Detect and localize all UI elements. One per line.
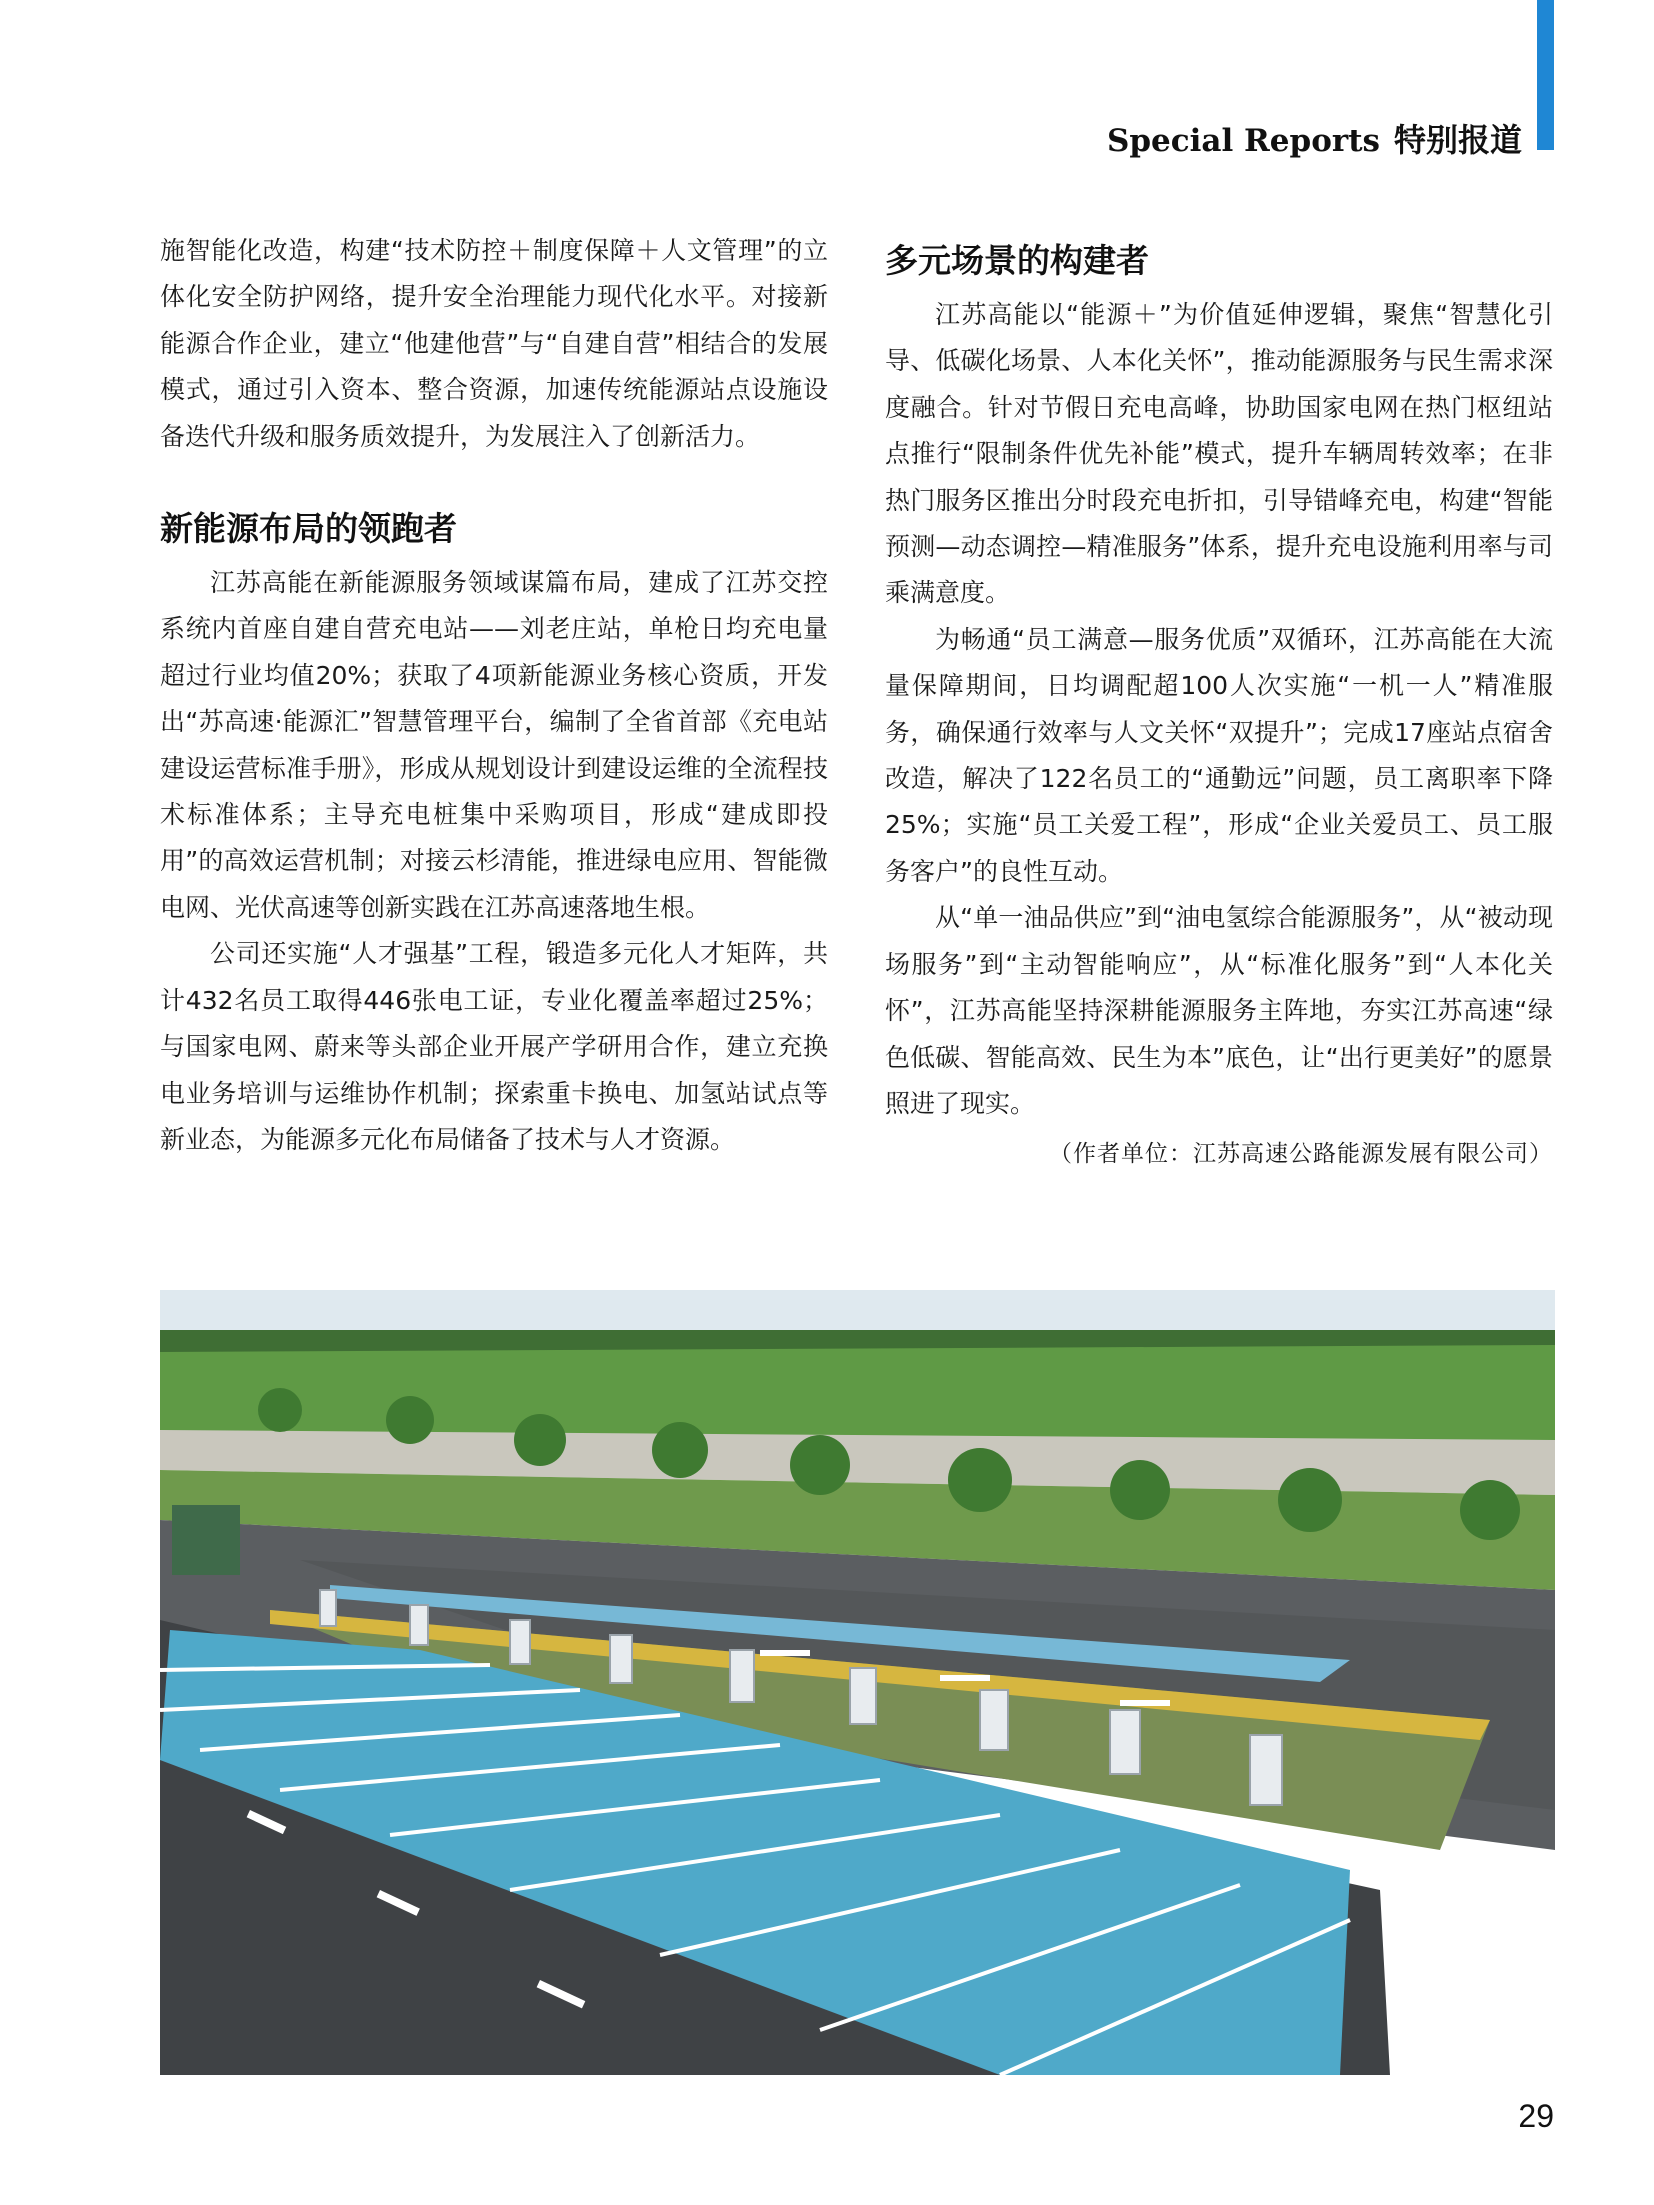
right-heading: 多元场景的构建者 xyxy=(885,241,1149,280)
left-paragraph-2: 江苏高能在新能源服务领域谋篇布局，建成了江苏交控系统内首座自建自营充电站——刘老庄站，单枪日均充电量超过行业均值20%；获取了4项新能源业务核心资质，开发出“苏高速·能源汇”智慧管理平台，编制了全省首部《充电站建设运营标准手册》，形成从规划设计到建设运维的全流程技术标准体系；主导充电桩集中采购项目，形成“建成即投用”的高效运营机制；对接云杉清能，推进绿电应用、智能微电网、光伏高速等创新实践在江苏高速落地生根。 xyxy=(160,568,828,922)
author-byline: （作者单位：江苏高速公路能源发展有限公司） xyxy=(1049,1141,1553,1168)
section-header xyxy=(1107,115,1522,161)
right-column xyxy=(885,228,1553,1178)
page-number: 29 xyxy=(1518,2098,1554,2134)
charging-station-photo xyxy=(160,1290,1555,2075)
right-paragraph-3: 从“单一油品供应”到“油电氢综合能源服务”，从“被动现场服务”到“主动智能响应”，从“标准化服务”到“人本化关怀”，江苏高能坚持深耕能源服务主阵地，夯实江苏高速“绿色低碳、智能高效、民生为本”底色，让“出行更美好”的愿景照进了现实。 xyxy=(885,903,1553,1118)
left-heading: 新能源布局的领跑者 xyxy=(160,509,457,549)
left-paragraph-1: 施智能化改造，构建“技术防控＋制度保障＋人文管理”的立体化安全防护网络，提升安全治理能力现代化水平。对接新能源合作企业，建立“他建他营”与“自建自营”相结合的发展模式，通过引入资本、整合资源，加速传统能源站点设施设备迭代升级和服务质效提升，为发展注入了创新活力。 xyxy=(160,236,828,451)
left-paragraph-3: 公司还实施“人才强基”工程，锻造多元化人才矩阵，共计432名员工取得446张电工证，专业化覆盖率超过25%；与国家电网、蔚来等头部企业开展产学研用合作，建立充换电业务培训与运维协作机制；探索重卡换电、加氢站试点等新业态，为能源多元化布局储备了技术与人才资源。 xyxy=(160,939,828,1154)
charging-station-illustration xyxy=(160,1290,1555,2075)
right-paragraph-1: 江苏高能以“能源＋”为价值延伸逻辑，聚焦“智慧化引导、低碳化场景、人本化关怀”，推动能源服务与民生需求深度融合。针对节假日充电高峰，协助国家电网在热门枢纽站点推行“限制条件优先补能”模式，提升车辆周转效率；在非热门服务区推出分时段充电折扣，引导错峰充电，构建“智能预测—动态调控—精准服务”体系，提升充电设施利用率与司乘满意度。 xyxy=(885,300,1553,608)
right-paragraph-2: 为畅通“员工满意—服务优质”双循环，江苏高能在大流量保障期间，日均调配超100人次实施“一机一人”精准服务，确保通行效率与人文关怀“双提升”；完成17座站点宿舍改造，解决了122名员工的“通勤远”问题，员工离职率下降25%；实施“员工关爱工程”，形成“企业关爱员工、员工服务客户”的良性互动。 xyxy=(885,624,1553,886)
section-title-cn: 特别报道 xyxy=(1393,121,1522,159)
left-column xyxy=(160,228,828,1163)
section-title-en: Special Reports xyxy=(1106,123,1380,159)
accent-bar xyxy=(1537,0,1554,150)
